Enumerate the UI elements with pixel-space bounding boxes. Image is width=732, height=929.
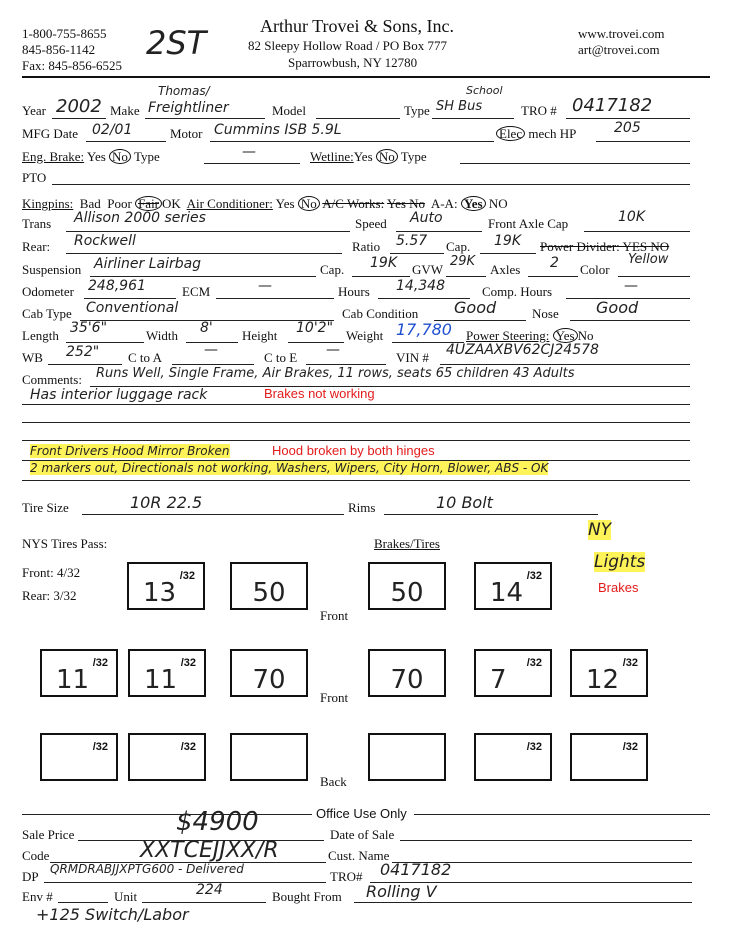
value-comment2-red: Brakes not working (264, 386, 375, 401)
value-rims: 10 Bolt (436, 493, 493, 512)
label-eng-type: Type (133, 149, 160, 164)
value-nys2: Lights (594, 552, 646, 572)
label-eng-brake: Eng. Brake: (22, 149, 85, 164)
email: art@trovei.com (578, 42, 660, 57)
label-eng-yes: Yes (86, 149, 106, 164)
value-c-to-e: — (326, 342, 340, 358)
value-speed: Auto (410, 210, 443, 226)
tire-box (230, 649, 308, 697)
value-nose: Good (596, 298, 639, 317)
label-unit: Unit (114, 889, 138, 904)
tire-box (128, 649, 206, 697)
value-weight: 17,780 (396, 320, 452, 339)
value-color: Yellow (628, 252, 669, 267)
value-comment4: 2 markers out, Directionals not working, Washers, Wipers, City Horn, Blower, ABS - OK (30, 461, 549, 475)
label-front2: Front (320, 690, 349, 705)
label-cab-type: Cab Type (22, 306, 72, 321)
value-comment1: Runs Well, Single Frame, Air Brakes, 11 rows, seats 65 children 43 Adults (96, 366, 575, 381)
tire-box (474, 733, 552, 781)
value-nys-red: Brakes (598, 580, 639, 595)
value-trans: Allison 2000 series (74, 210, 206, 226)
value-bought-from: Rolling V (366, 882, 437, 901)
label-rear-spec: Rear: 3/32 (22, 588, 77, 603)
tire-box (230, 562, 308, 610)
value-unit: 224 (196, 882, 223, 898)
tire-box-unit: /32 (92, 657, 108, 669)
label-suspension: Suspension (22, 262, 82, 277)
label-env: Env # (22, 889, 53, 904)
tire-box (230, 733, 308, 781)
value-comment3-red: Hood broken by both hinges (272, 443, 435, 458)
label-axles: Axles (490, 262, 521, 277)
company-name: Arthur Trovei & Sons, Inc. (260, 16, 455, 36)
label-mfg-date: MFG Date (22, 126, 78, 141)
tire-box (368, 649, 446, 697)
value-rear-cap: 19K (494, 233, 521, 249)
tire-box-unit: /32 (179, 570, 195, 582)
label-length: Length (22, 328, 59, 343)
tire-box (368, 733, 446, 781)
label-front: Front (320, 608, 349, 623)
value-sale-price: $4900 (176, 807, 259, 837)
tire-box-value: 12 (586, 665, 620, 695)
value-cab-condition: Good (454, 298, 497, 317)
label-hours: Hours (338, 284, 370, 299)
label-aa-yes: Yes (461, 196, 486, 211)
value-cab-type: Conventional (86, 300, 179, 316)
tire-box-unit: /32 (180, 741, 196, 753)
label-susp-cap: Cap. (320, 262, 345, 277)
label-mech-hp: mech HP (528, 126, 577, 141)
tire-box-unit: /32 (526, 657, 542, 669)
label-c-to-a: C to A (128, 350, 162, 365)
label-aa-no: NO (488, 196, 508, 211)
value-comment2: Has interior luggage rack (30, 387, 208, 403)
label-front-spec: Front: 4/32 (22, 565, 81, 580)
label-wet-type: Type (400, 149, 427, 164)
label-c-to-e: C to E (264, 350, 298, 365)
tire-box-unit: /32 (622, 741, 638, 753)
label-type: Type (404, 103, 430, 118)
label-trans: Trans (22, 216, 52, 231)
value-c-to-a: — (204, 342, 218, 358)
tire-box-value: 50 (252, 578, 286, 608)
label-ac-works: A/C Works: (322, 196, 385, 211)
label-wetline: Wetline: (310, 149, 354, 164)
value-height: 10'2" (296, 320, 334, 336)
label-make: Make (110, 103, 140, 118)
value-dp: QRMDRABJJXPTG600 - Delivered (50, 862, 244, 876)
label-power-divider: Power Divider: YES NO (540, 239, 670, 254)
value-hp: 205 (614, 120, 641, 136)
value-year: 2002 (56, 96, 102, 117)
label-ac-yes: Yes (275, 196, 295, 211)
label-comments: Comments: (22, 372, 82, 387)
tire-box-unit: /32 (180, 657, 196, 669)
tire-box (570, 649, 648, 697)
label-ratio: Ratio (352, 239, 381, 254)
fax: Fax: 845-856-6525 (22, 58, 123, 73)
label-color: Color (580, 262, 610, 277)
label-ps-no: No (577, 328, 594, 343)
value-comment3: Front Drivers Hood Mirror Broken (30, 444, 230, 458)
label-cust-name: Cust. Name (328, 848, 390, 863)
value-comp-hours: — (624, 278, 638, 294)
value-rear: Rockwell (74, 233, 136, 249)
tire-box-unit: /32 (622, 657, 638, 669)
value-susp-cap: 19K (370, 255, 397, 271)
label-wet-yes: Yes (353, 149, 373, 164)
label-date-of-sale: Date of Sale (330, 827, 395, 842)
tire-box-unit: /32 (526, 570, 542, 582)
label-pto: PTO (22, 170, 47, 185)
tire-box-unit: /32 (92, 741, 108, 753)
label-brakes-tires: Brakes/Tires (374, 536, 440, 551)
value-tro: 0417182 (572, 95, 653, 116)
label-cap: Cap. (446, 239, 471, 254)
label-nys-tires: NYS Tires Pass: (22, 536, 108, 551)
label-poor: Poor (107, 196, 132, 211)
tire-box-value: 11 (144, 665, 178, 695)
value-code: XXTCEJJXX/R (140, 838, 279, 863)
value-length: 35'6" (70, 320, 108, 336)
tire-box-value: 11 (56, 665, 90, 695)
phone2: 845-856-1142 (22, 42, 96, 57)
label-comp-hours: Comp. Hours (482, 284, 553, 299)
value-type-top: School (466, 84, 503, 97)
label-dp: DP (22, 869, 39, 884)
label-odometer: Odometer (22, 284, 74, 299)
value-tro2: 0417182 (380, 860, 452, 879)
value-front-axle: 10K (618, 209, 645, 225)
tire-box-value: 14 (490, 578, 524, 608)
value-mfg-date: 02/01 (92, 122, 133, 138)
label-tro2: TRO# (330, 869, 363, 884)
label-wb: WB (22, 350, 43, 365)
tire-box (40, 733, 118, 781)
label-air-cond: Air Conditioner: (186, 196, 273, 211)
label-front-axle: Front Axle Cap (488, 216, 569, 231)
label-tro: TRO # (521, 103, 557, 118)
tire-box-value: 50 (390, 578, 424, 608)
value-make: Freightliner (148, 100, 229, 116)
label-eng-no: No (109, 149, 131, 164)
stock-mark: 2ST (146, 24, 207, 62)
tire-box (128, 733, 206, 781)
label-ps-yes: Yes (553, 328, 578, 343)
label-back: Back (320, 774, 347, 789)
value-ecm: — (258, 278, 272, 294)
value-nys1: NY (588, 520, 612, 540)
label-ok: OK (162, 196, 181, 211)
label-ecm: ECM (182, 284, 211, 299)
value-make-top: Thomas/ (158, 84, 210, 98)
value-footer-note: +125 Switch/Labor (36, 905, 189, 924)
label-vin: VIN # (396, 350, 429, 365)
label-ac-works-yn: Yes No (386, 196, 426, 211)
label-fair: Fair (135, 196, 162, 211)
tire-box (474, 649, 552, 697)
label-tire-size: Tire Size (22, 500, 69, 515)
label-rear: Rear: (22, 239, 51, 254)
value-axles: 2 (550, 255, 559, 271)
website: www.trovei.com (578, 26, 665, 41)
label-power-steering: Power Steering: (466, 328, 550, 343)
label-office: Office Use Only (316, 806, 407, 821)
value-width: 8' (200, 320, 213, 336)
label-cab-condition: Cab Condition (342, 306, 419, 321)
tire-box (127, 562, 205, 610)
tire-box (368, 562, 446, 610)
label-height: Height (242, 328, 278, 343)
value-wb: 252" (66, 344, 100, 360)
label-year: Year (22, 103, 46, 118)
tire-box-value: 13 (143, 578, 177, 608)
label-weight: Weight (346, 328, 384, 343)
label-width: Width (146, 328, 178, 343)
value-suspension: Airliner Lairbag (94, 256, 202, 272)
label-gvw: GVW (412, 262, 444, 277)
label-bad: Bad (79, 196, 101, 211)
label-speed: Speed (355, 216, 387, 231)
label-wet-no: No (376, 149, 398, 164)
label-rims: Rims (348, 500, 376, 515)
label-aa: A-A: (430, 196, 458, 211)
tire-box-value: 70 (252, 665, 286, 695)
label-model: Model (272, 103, 306, 118)
value-tire-size: 10R 22.5 (130, 493, 203, 512)
value-type: SH Bus (436, 99, 483, 114)
label-sale-price: Sale Price (22, 827, 75, 842)
value-hours: 14,348 (396, 278, 445, 294)
value-vin: 4UZAAXBV62CJ24578 (446, 342, 599, 358)
tire-box (40, 649, 118, 697)
label-bought-from: Bought From (272, 889, 342, 904)
label-elec: Elec (496, 126, 525, 141)
value-motor: Cummins ISB 5.9L (214, 122, 342, 138)
tire-box (570, 733, 648, 781)
value-gvw: 29K (450, 254, 476, 269)
value-eng-type: — (242, 144, 256, 160)
label-kingpins: Kingpins: (22, 196, 74, 211)
tire-box-value: 7 (490, 665, 507, 695)
value-ratio: 5.57 (396, 233, 428, 249)
tire-box-value: 70 (390, 665, 424, 695)
address-line2: Sparrowbush, NY 12780 (288, 55, 418, 70)
tire-box (474, 562, 552, 610)
phone: 1-800-755-8655 (22, 26, 107, 41)
label-ac-no: No (298, 196, 320, 211)
label-code: Code (22, 848, 50, 863)
label-motor: Motor (170, 126, 203, 141)
address-line1: 82 Sleepy Hollow Road / PO Box 777 (248, 38, 447, 53)
label-nose: Nose (532, 306, 559, 321)
value-odometer: 248,961 (88, 278, 146, 294)
tire-box-unit: /32 (526, 741, 542, 753)
